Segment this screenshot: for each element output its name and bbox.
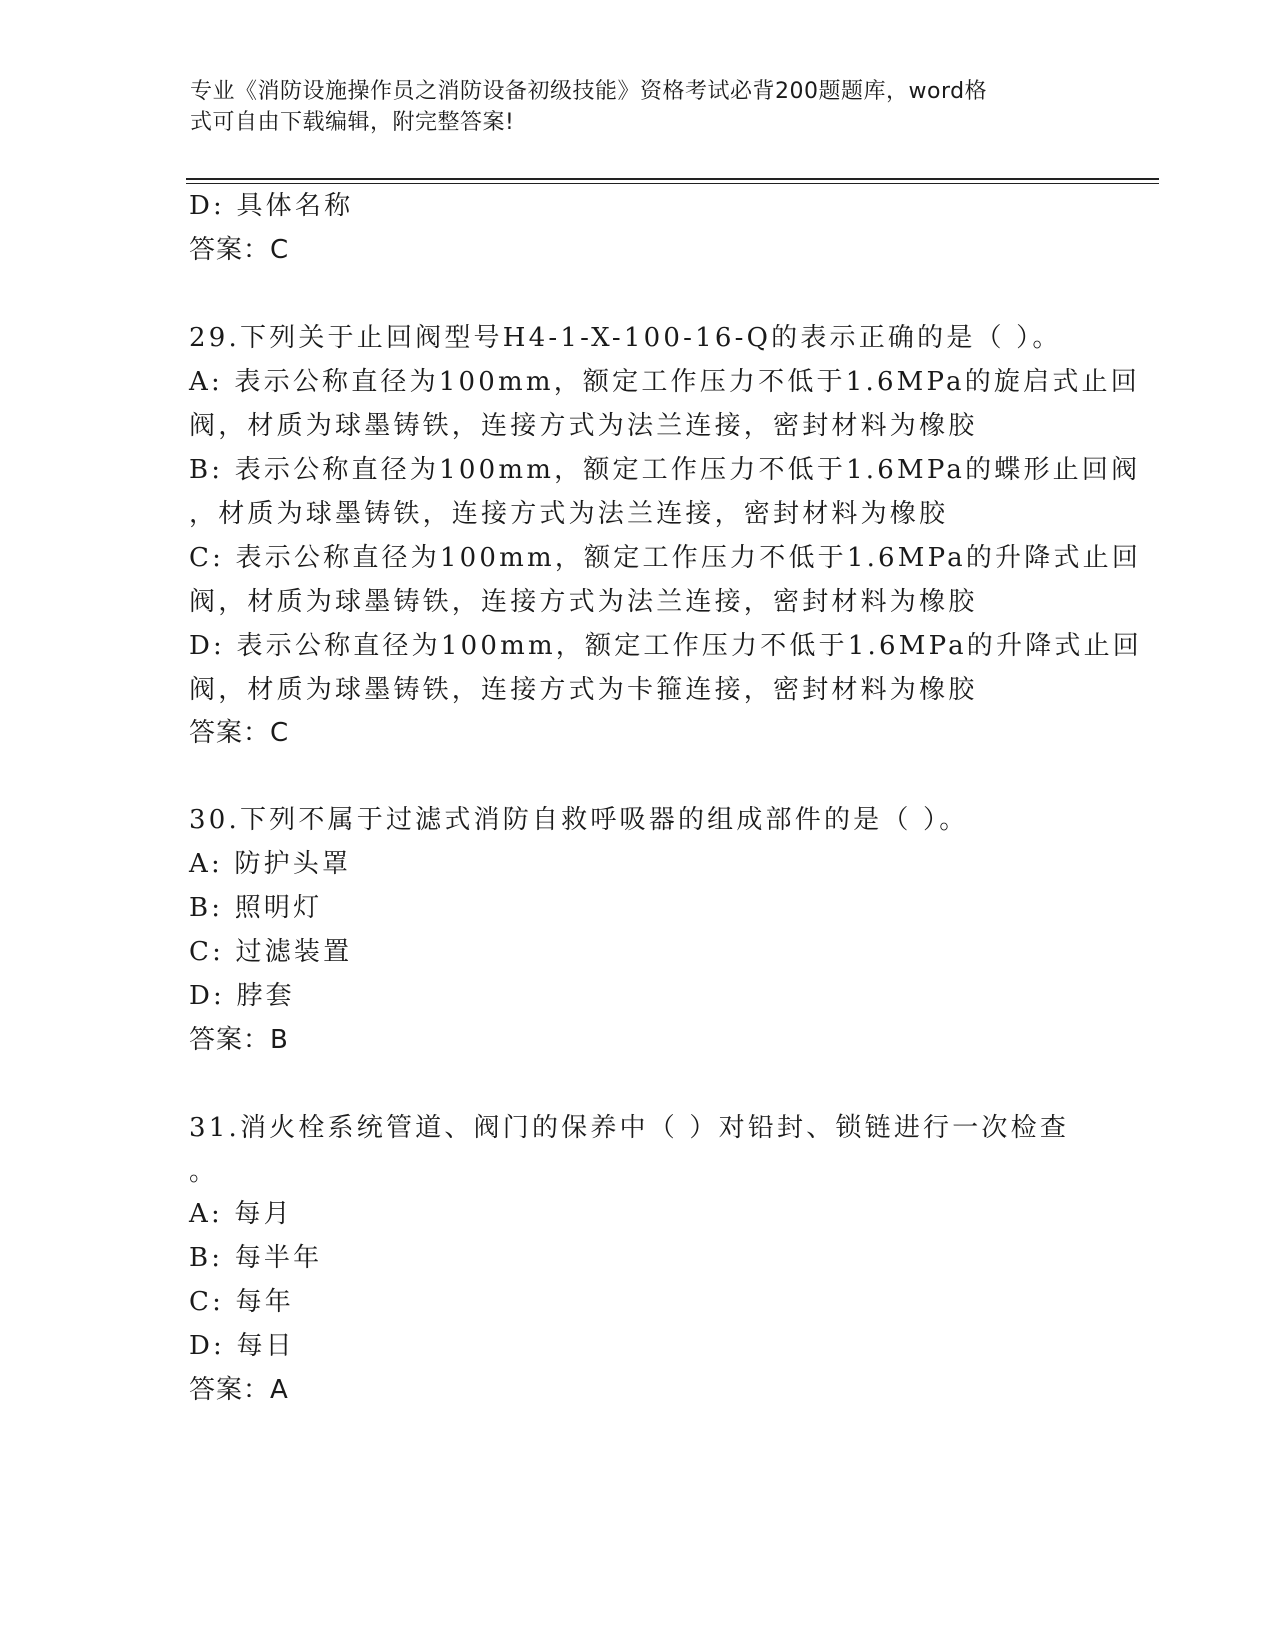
q29-option-a-line-1: A: 表示公称直径为100mm，额定工作压力不低于1.6MPa的旋启式止回 [189, 367, 1140, 397]
q31-option-b: B: 每半年 [189, 1243, 323, 1273]
q29-option-d-line-1: D: 表示公称直径为100mm，额定工作压力不低于1.6MPa的升降式止回 [189, 631, 1143, 661]
q31-option-c: C: 每年 [189, 1287, 294, 1317]
prev-option-d: D: 具体名称 [189, 191, 354, 221]
q30-option-d: D: 脖套 [189, 981, 295, 1011]
q29-option-b-line-1: B: 表示公称直径为100mm，额定工作压力不低于1.6MPa的蝶形止回阀 [189, 455, 1141, 485]
q30-option-a: A: 防护头罩 [189, 849, 352, 879]
header-title-line-2: 式可自由下载编辑，附完整答案! [190, 110, 515, 135]
q30-answer: 答案：B [189, 1025, 289, 1055]
header-divider-thin [186, 183, 1159, 184]
q30-stem: 30.下列不属于过滤式消防自救呼吸器的组成部件的是（ ）。 [189, 805, 969, 835]
q29-answer: 答案：C [189, 718, 290, 748]
q31-option-d: D: 每日 [189, 1331, 295, 1361]
q30-option-c: C: 过滤装置 [189, 937, 353, 967]
q29-option-a-line-2: 阀，材质为球墨铸铁，连接方式为法兰连接，密封材料为橡胶 [189, 411, 978, 441]
prev-answer: 答案：C [189, 235, 290, 265]
q29-option-b-line-2: ，材质为球墨铸铁，连接方式为法兰连接，密封材料为橡胶 [189, 499, 949, 529]
document-header [190, 76, 1090, 138]
header-divider-thick [186, 178, 1159, 180]
q30-option-b: B: 照明灯 [189, 893, 323, 923]
q29-option-c-line-2: 阀，材质为球墨铸铁，连接方式为法兰连接，密封材料为橡胶 [189, 587, 978, 617]
q31-option-a: A: 每月 [189, 1199, 293, 1229]
q29-option-d-line-2: 阀，材质为球墨铸铁，连接方式为卡箍连接，密封材料为橡胶 [189, 675, 978, 705]
header-title-line-1: 专业《消防设施操作员之消防设备初级技能》资格考试必背200题题库，word格 [190, 79, 988, 104]
q31-answer: 答案：A [189, 1375, 289, 1405]
q31-stem-line-2: 。 [189, 1157, 219, 1187]
q29-option-c-line-1: C: 表示公称直径为100mm，额定工作压力不低于1.6MPa的升降式止回 [189, 543, 1142, 573]
q31-stem-line-1: 31.消火栓系统管道、阀门的保养中（ ）对铅封、锁链进行一次检查 [189, 1113, 1070, 1143]
q29-stem: 29.下列关于止回阀型号H4-1-X-100-16-Q的表示正确的是（ ）。 [189, 323, 1062, 353]
